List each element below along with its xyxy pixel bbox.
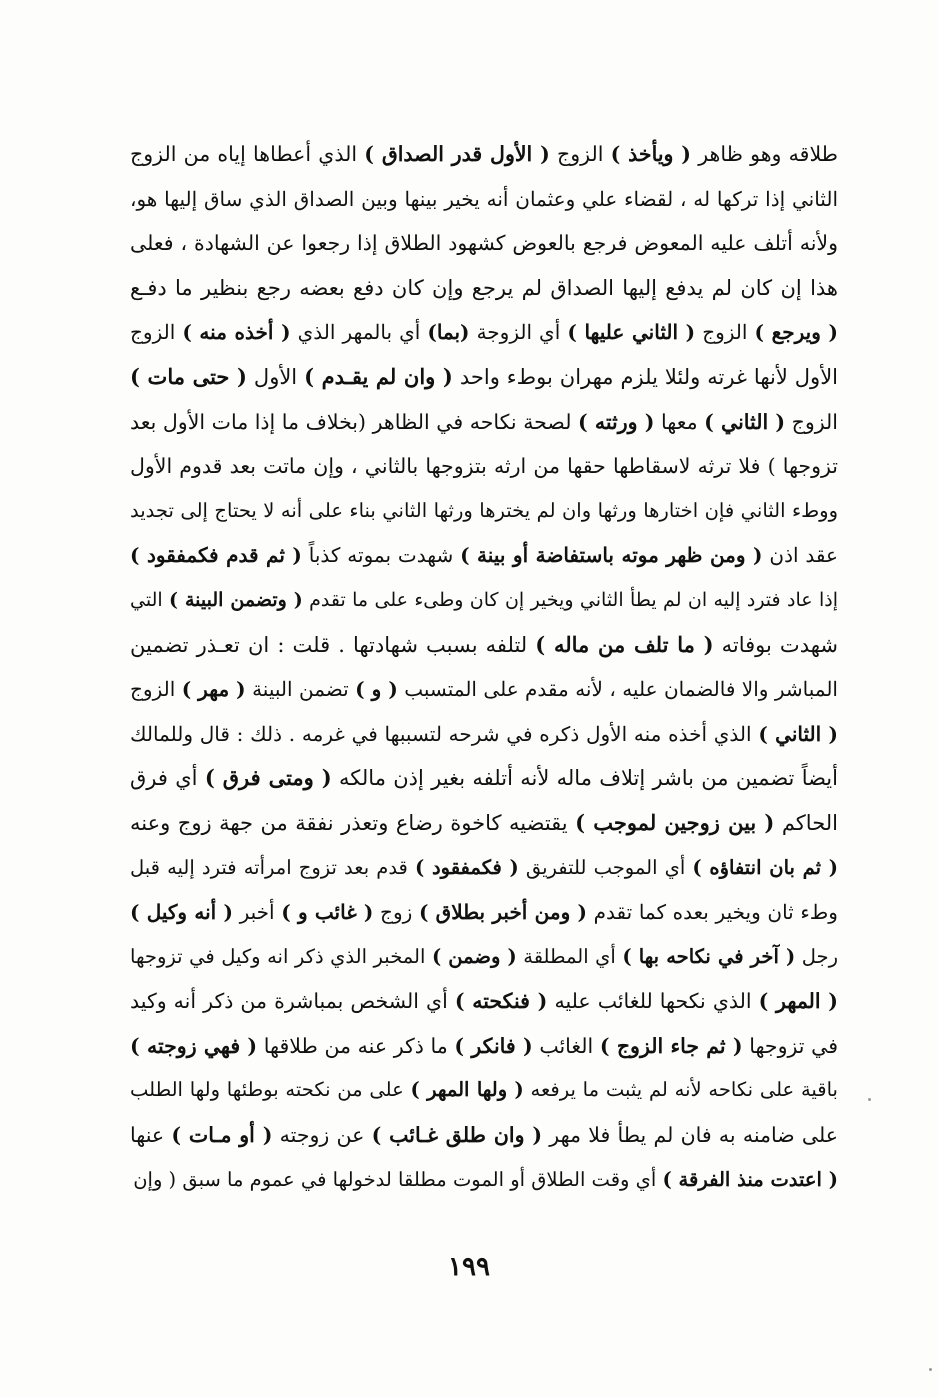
text-line: في تزوجها ( ثم جاء الزوج ) الغائب ( فانكر ) ما ذكر عنه من طلاقها ( فهي زوجته ) bbox=[130, 1033, 838, 1058]
text-line: شهدت بوفاته ( ما تلف من ماله ) لتلفه بسبب شهادتها . قلت : ان تعـذر تضمين bbox=[130, 631, 838, 657]
text-line: ( المهر ) الذي نكحها للغائب عليه ( فنكحته ) أي الشخص بمباشرة من ذكر أنه وكيد bbox=[130, 989, 838, 1014]
text-line: عقد اذن ( ومن ظهر موته باستفاضة أو بينة ) شهدت بموته كذباً ( ثم قدم فكمفقود ) bbox=[130, 543, 838, 568]
page-number: ١٩٩ bbox=[448, 1252, 490, 1282]
text-line: وطء ثان ويخير بعده كما تقدم ( ومن أخبر بطلاق ) زوج ( غائب و ) أخبر ( أنه وكيل ) bbox=[130, 900, 838, 925]
scan-speck bbox=[868, 1098, 871, 1101]
text-line: الأول لأنها غرته ولئلا يلزم مهران بوطء واحد ( وان لم يقـدم ) الأول ( حتى مات ) bbox=[130, 363, 838, 389]
text-line: ( الثاني ) الذي أخذه منه الأول ذكره في شرحه لتسببها في غرمه . ذلك : قال وللمالك bbox=[130, 721, 838, 746]
text-line: طلاقه وهو ظاهر ( ويأخذ ) الزوج ( الأول قدر الصداق ) الذي أعطاها إياه من الزوج bbox=[130, 142, 838, 166]
text-line: ووطء الثاني فإن اختارها ورثها وان لم يخترها ورثها الثاني بناء على أنه لا يحتاج إلى تجديد bbox=[130, 498, 838, 522]
text-line: الزوج ( الثاني ) معها ( ورثته ) لصحة نكاحه في الظاهر (بخلاف ما إذا مات الأول بعد bbox=[130, 409, 838, 434]
text-line: ( ويرجع ) الزوج ( الثاني عليها ) أي الزوجة (بما) أي بالمهر الذي ( أخذه منه ) الزوج bbox=[130, 320, 838, 345]
text-line: إذا عاد فترد إليه ان لم يطأ الثاني ويخير إن كان وطىء على ما تقدم ( وتضمن البينة ) التي bbox=[130, 588, 838, 611]
text-line: باقية على نكاحه لأنه لم يثبت ما يرفعه ( ولها المهر ) على من نكحته بوطئها ولها الطلب bbox=[130, 1078, 838, 1102]
text-line: أيضاً تضمين من باشر إتلاف ماله لأنه أتلفه بغير إذن مالكه ( ومتى فرق ) أي فرق bbox=[130, 765, 838, 791]
text-line: تزوجها ) فلا ترثه لاسقاطها حقها من ارثه بتزوجها بالثاني ، وإن ماتت بعد قدوم الأول bbox=[130, 454, 838, 479]
scan-speck bbox=[929, 1368, 932, 1371]
text-line: المباشر والا فالضمان عليه ، لأنه مقدم على المتسبب ( و ) تضمن البينة ( مهر ) الزوج bbox=[130, 677, 838, 702]
text-line: هذا إن كان لم يدفع إليها الصداق لم يرجع وإن كان دفع بعضه رجع بنظير ما دفـع bbox=[130, 275, 838, 300]
text-line: ( ثم بان انتفاؤه ) أي الموجب للتفريق ( فكمفقود ) قدم بعد تزوج امرأته فترد إليه قبل bbox=[130, 855, 838, 879]
text-line: على ضامنه به فان لم يطأ فلا مهر ( وان طلق غـائب ) عن زوجته ( أو مـات ) عنها bbox=[130, 1123, 838, 1148]
text-line: الحاكم ( بين زوجين لموجب ) يقتضيه كاخوة رضاع وتعذر نفقة من جهة زوج وعنه bbox=[130, 809, 838, 835]
page-body-text bbox=[130, 132, 838, 1202]
text-line: الثاني إذا تركها له ، لقضاء علي وعثمان أنه يخير بينها وبين الصداق الذي ساق إليها هو، bbox=[130, 186, 838, 211]
text-line: رجل ( آخر في نكاحه بها ) أي المطلقة ( وضمن ) المخبر الذي ذكر انه وكيل في تزوجها bbox=[130, 944, 838, 968]
text-line: ( اعتدت منذ الفرقة ) أي وقت الطلاق أو الموت مطلقا لدخولها في عموم ما سبق ( وإن bbox=[133, 1167, 838, 1191]
text-line: ولأنه أتلف عليه المعوض فرجع بالعوض كشهود الطلاق إذا رجعوا عن الشهادة ، فعلى bbox=[130, 231, 838, 256]
